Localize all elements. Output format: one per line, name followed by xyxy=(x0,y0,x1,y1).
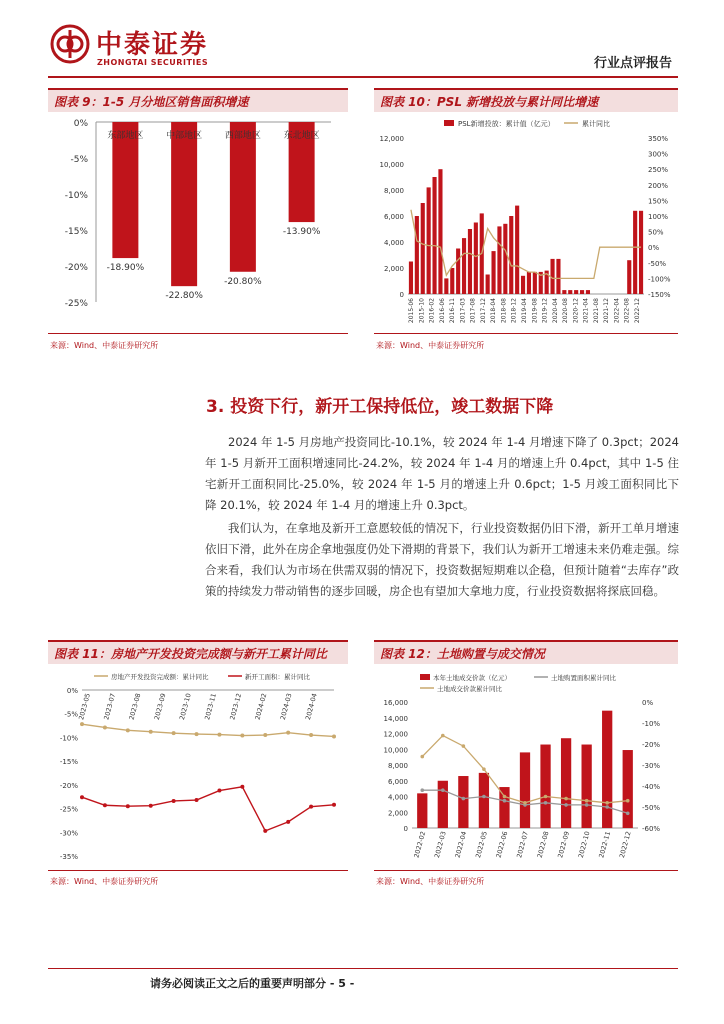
fig10-bar xyxy=(415,216,419,294)
fig9-ytick-label: -20% xyxy=(64,263,88,273)
fig12-bar xyxy=(520,752,530,828)
fig9-category-label: 西部地区 xyxy=(224,131,261,141)
fig11-xtick-label: 2023-07 xyxy=(102,692,118,721)
fig9-category-label: 东部地区 xyxy=(107,131,144,141)
fig11-series-point xyxy=(126,728,130,732)
fig10-ytick-right: 0% xyxy=(648,244,660,253)
fig12-bar xyxy=(623,750,633,828)
fig10-bar xyxy=(474,223,478,295)
fig10-ytick-left: 8,000 xyxy=(383,187,404,195)
fig10-line-series xyxy=(411,210,641,279)
fig10-xtick-label: 2019-04 xyxy=(521,298,528,324)
fig11-series-point xyxy=(172,799,176,803)
fig12-ytick-left: 16,000 xyxy=(383,699,408,707)
fig11-series-point xyxy=(240,734,244,738)
fig10-ytick-right: 300% xyxy=(648,150,669,159)
fig9-value-label: -18.90% xyxy=(106,263,145,274)
fig10-bar xyxy=(491,251,495,294)
fig11-xtick-label: 2023-09 xyxy=(152,692,168,721)
fig12-series-point xyxy=(462,744,466,748)
fig9-ytick-label: -10% xyxy=(64,191,88,201)
fig12-bar xyxy=(417,793,427,828)
fig12-legend-swatch-bar xyxy=(420,674,430,680)
fig10-xtick-label: 2021-04 xyxy=(582,298,590,324)
fig9-bar xyxy=(112,122,138,258)
fig12-ytick-right: -20% xyxy=(642,741,661,749)
fig10-bar xyxy=(627,260,631,294)
fig10-xtick-label: 2019-12 xyxy=(541,298,549,324)
fig10-bar xyxy=(497,226,501,294)
fig10-xtick-label: 2019-08 xyxy=(531,298,539,324)
fig10-xtick-label: 2015-06 xyxy=(408,298,416,324)
fig12-xtick-label: 2022-02 xyxy=(412,830,428,859)
fig10-bar xyxy=(462,238,466,294)
fig10-ytick-right: 150% xyxy=(648,197,669,206)
fig9-ytick-label: 0% xyxy=(73,119,88,129)
fig11-series-point xyxy=(103,803,107,807)
fig10-xtick-label: 2022-08 xyxy=(623,298,631,324)
fig12-bar xyxy=(540,745,550,828)
fig11-series-point xyxy=(80,722,84,726)
fig10-ytick-left: 4,000 xyxy=(383,239,404,247)
fig12-series-point xyxy=(626,799,630,803)
fig12-xtick-label: 2022-11 xyxy=(597,830,613,859)
fig12-series-point xyxy=(503,795,507,799)
fig10-source: 来源：Wind、中泰证券研究所 xyxy=(376,341,485,350)
fig11-series-point xyxy=(103,725,107,729)
fig12-bar xyxy=(499,787,509,828)
fig10-ytick-left: 2,000 xyxy=(383,265,404,273)
fig12-ytick-left: 0 xyxy=(403,825,408,833)
fig10-xtick-label: 2016-02 xyxy=(428,298,436,324)
fig12-ytick-right: 0% xyxy=(642,699,654,707)
footer-text: 请务必阅读正文之后的重要声明部分 xyxy=(150,977,326,990)
fig12-bottom-rule xyxy=(374,870,678,871)
fig9-category-label: 中部地区 xyxy=(166,131,203,141)
fig12-series-point xyxy=(482,767,486,771)
fig12-bar xyxy=(438,781,448,828)
fig10-ytick-left: 6,000 xyxy=(383,213,404,221)
fig10-xtick-label: 2018-12 xyxy=(510,298,518,324)
fig11-xtick-label: 2024-02 xyxy=(253,692,269,721)
fig12-series-point xyxy=(605,801,609,805)
fig10-ytick-left: 0 xyxy=(399,291,404,299)
fig12-xtick-label: 2022-08 xyxy=(535,830,551,859)
fig11-ytick-label: -15% xyxy=(59,758,78,767)
fig11-ytick-label: -25% xyxy=(59,805,78,814)
fig10-legend-line-label: 累计同比 xyxy=(582,120,610,128)
fig12-xtick-label: 2022-06 xyxy=(494,830,510,859)
fig10-bar xyxy=(444,278,448,294)
fig12-series-point xyxy=(544,795,548,799)
fig12-series-point xyxy=(482,795,486,799)
fig10-bar xyxy=(562,290,566,294)
fig11-chart xyxy=(48,664,348,866)
fig11-ytick-label: -5% xyxy=(64,710,78,719)
fig10-xtick-label: 2016-06 xyxy=(438,298,446,324)
fig11-ytick-label: -30% xyxy=(59,829,78,838)
fig10-xtick-label: 2017-12 xyxy=(479,298,487,324)
fig12-title: 图表 12：土地购置与成交情况 xyxy=(374,640,678,664)
fig10-xtick-label: 2018-08 xyxy=(500,298,508,324)
fig9-value-label: -22.80% xyxy=(165,291,203,302)
fig10-xtick-label: 2018-04 xyxy=(490,298,498,324)
fig9-ytick-label: -25% xyxy=(64,299,88,309)
fig11-ytick-label: -10% xyxy=(59,734,78,743)
fig9-title: 图表 9：1-5 月分地区销售面积增速 xyxy=(48,88,348,112)
fig12-ytick-left: 14,000 xyxy=(383,714,408,723)
fig10-xtick-label: 2022-04 xyxy=(613,298,621,324)
fig10-title: 图表 10：PSL 新增投放与累计同比增速 xyxy=(374,88,678,112)
logo-icon xyxy=(50,24,90,68)
fig11-series-point xyxy=(309,733,313,737)
fig11-bottom-rule xyxy=(48,870,348,871)
fig11-legend-label-1: 房地产开发投资完成额：累计同比 xyxy=(111,673,209,681)
fig11-series-point xyxy=(286,820,290,824)
fig9-ytick-label: -5% xyxy=(70,155,88,165)
fig12-ytick-left: 12,000 xyxy=(383,730,408,739)
fig9-bar xyxy=(230,122,256,272)
fig12-xtick-label: 2022-04 xyxy=(453,830,469,859)
fig12-ytick-left: 6,000 xyxy=(387,777,408,786)
paragraph-1: 2024 年 1-5 月房地产投资同比-10.1%，较 2024 年 1-4 月增速下降了 0.3pct；2024 年 1-5 月新开工面积增速同比-24.2%，较 2024 年 1-4 月的增速上升 0.4pct，其中 1-5 住宅新开工面积同比-25.0%，较 2024 年 1-5 月的增速上升 0.6pct；1-5 月竣工面积同比下降 20.1%，较 2024 年 1-4 月的增速上升 0.3pct。 xyxy=(205,435,679,512)
fig12-ytick-right: -60% xyxy=(642,825,661,833)
fig11-series-point xyxy=(195,798,199,802)
fig11-ytick-label: 0% xyxy=(66,687,78,695)
fig12-xtick-label: 2022-05 xyxy=(474,830,489,859)
fig9-category-label: 东北地区 xyxy=(283,131,320,141)
fig12-legend-label-3: 土地成交价款累计同比 xyxy=(437,685,502,693)
fig10-legend-bar-label: PSL新增投放：累计值（亿元） xyxy=(458,120,555,128)
fig10-bar xyxy=(509,216,513,294)
fig12-xtick-label: 2022-10 xyxy=(576,830,592,859)
fig12-series-point xyxy=(544,801,548,805)
fig12-xtick-label: 2022-09 xyxy=(556,830,572,859)
fig10-xtick-label: 2020-04 xyxy=(551,298,559,324)
fig12-series-point xyxy=(564,797,568,801)
fig12-series-point xyxy=(503,799,507,803)
fig12-series-point xyxy=(420,788,424,792)
header-divider xyxy=(48,76,678,78)
fig9-chart xyxy=(48,112,348,330)
fig10-bar xyxy=(421,203,425,294)
fig11-xtick-label: 2023-11 xyxy=(203,692,218,721)
fig10-bar xyxy=(503,224,507,294)
fig10-ytick-right: -50% xyxy=(648,259,667,268)
fig12-series-point xyxy=(605,805,609,809)
fig11-ytick-label: -20% xyxy=(59,781,78,790)
fig11-series-point xyxy=(332,734,336,738)
fig10-bottom-rule xyxy=(374,333,678,334)
fig12-bar xyxy=(561,738,571,828)
fig12-ytick-right: -40% xyxy=(642,783,661,791)
fig12-legend-label-2: 土地购置面积累计同比 xyxy=(551,674,616,682)
fig11-series-point xyxy=(309,805,313,809)
fig11-series-point xyxy=(263,829,267,833)
logo-en: ZHONGTAI SECURITIES xyxy=(97,58,209,67)
fig12-series-point xyxy=(441,734,445,738)
fig12-xtick-label: 2022-03 xyxy=(432,830,448,859)
fig12-xtick-label: 2022-12 xyxy=(617,830,633,859)
fig11-series-point xyxy=(126,804,130,808)
fig10-bar xyxy=(438,169,442,294)
fig10-bar xyxy=(556,259,560,294)
fig10-ytick-right: -100% xyxy=(648,275,671,284)
fig12-series-point xyxy=(585,803,589,807)
fig12-legend-label-1: 本年土地成交价款（亿元） xyxy=(433,674,511,682)
fig11-xtick-label: 2024-03 xyxy=(278,692,294,721)
fig9-bottom-rule xyxy=(48,333,348,334)
fig12-ytick-right: -10% xyxy=(642,720,661,728)
fig10-xtick-label: 2015-10 xyxy=(418,298,426,324)
fig11-xtick-label: 2023-12 xyxy=(228,692,244,721)
fig12-bar xyxy=(582,745,592,828)
fig11-series-point xyxy=(217,733,221,737)
fig10-chart xyxy=(374,112,678,330)
fig11-series-line xyxy=(82,787,334,831)
fig11-source: 来源：Wind、中泰证券研究所 xyxy=(50,877,159,886)
fig11-xtick-label: 2023-05 xyxy=(77,692,92,721)
fig10-bar xyxy=(468,229,472,294)
fig11-legend-label-2: 新开工面积：累计同比 xyxy=(245,673,310,681)
fig11-ytick-label: -35% xyxy=(59,853,78,861)
fig10-xtick-label: 2022-12 xyxy=(633,298,641,324)
fig11-series-point xyxy=(195,732,199,736)
fig12-ytick-left: 10,000 xyxy=(383,746,408,755)
fig11-xtick-label: 2023-08 xyxy=(127,692,143,721)
fig10-bar xyxy=(486,275,490,295)
fig12-ytick-right: -30% xyxy=(642,762,661,770)
fig10-bar xyxy=(409,262,413,295)
fig9-value-label: -20.80% xyxy=(224,276,262,287)
fig12-ytick-left: 4,000 xyxy=(387,793,408,802)
fig11-series-line xyxy=(82,724,334,736)
paragraph-2: 我们认为，在拿地及新开工意愿较低的情况下，行业投资数据仍旧下滑，新开工单月增速依旧下滑，此外在房企拿地强度仍处下滑期的背景下，我们认为新开工增速未来仍难走强。综合来看，我们认为市场在供需双弱的情况下，投资数据短期难以企稳，但预计随着“去库存”政策的持续发力带动销售的逐步回暖，房企也有望加大拿地力度，行业投资数据将探底回稳。 xyxy=(205,521,679,598)
footer-divider xyxy=(48,968,678,969)
fig10-bar xyxy=(633,211,637,294)
fig12-series-point xyxy=(441,788,445,792)
fig10-xtick-label: 2017-03 xyxy=(459,298,467,324)
fig12-ytick-right: -50% xyxy=(642,804,661,812)
fig10-legend-bar-swatch xyxy=(444,120,454,126)
fig12-ytick-left: 2,000 xyxy=(387,809,408,818)
fig10-ytick-right: -150% xyxy=(648,291,671,299)
report-type: 行业点评报告 xyxy=(594,56,673,71)
footer-disclaimer xyxy=(150,975,354,991)
fig12-ytick-left: 8,000 xyxy=(387,762,408,770)
fig11-series-point xyxy=(263,733,267,737)
fig12-series-point xyxy=(420,755,424,759)
fig12-series-point xyxy=(626,812,630,816)
fig9-source: 来源：Wind、中泰证券研究所 xyxy=(50,341,159,350)
page-number: - 5 - xyxy=(329,977,355,990)
fig12-series-point xyxy=(564,803,568,807)
logo-cn: 中泰证券 xyxy=(96,30,209,60)
fig12-series-point xyxy=(585,799,589,803)
fig10-ytick-right: 250% xyxy=(648,166,669,175)
fig10-xtick-label: 2020-12 xyxy=(572,298,580,324)
fig11-series-point xyxy=(149,804,153,808)
fig10-xtick-label: 2016-11 xyxy=(449,298,457,324)
fig12-bar xyxy=(458,776,468,828)
fig12-bar xyxy=(602,711,612,828)
fig10-ytick-right: 100% xyxy=(648,213,669,221)
fig11-series-point xyxy=(172,731,176,735)
fig10-ytick-left: 10,000 xyxy=(379,161,404,169)
section-title: 3. 投资下行，新开工保持低位，竣工数据下降 xyxy=(206,397,554,417)
fig10-bar xyxy=(574,290,578,294)
fig10-ytick-right: 350% xyxy=(648,135,669,143)
fig11-xtick-label: 2024-04 xyxy=(303,692,319,721)
fig10-bar xyxy=(427,187,431,294)
fig10-ytick-right: 50% xyxy=(648,228,664,237)
fig10-xtick-label: 2021-12 xyxy=(603,298,611,324)
fig12-source: 来源：Wind、中泰证券研究所 xyxy=(376,877,485,886)
fig11-series-point xyxy=(286,731,290,735)
fig10-xtick-label: 2020-08 xyxy=(562,298,570,324)
fig10-bar xyxy=(527,272,531,294)
fig10-bar xyxy=(456,249,460,295)
fig10-bar xyxy=(515,206,519,294)
fig11-series-point xyxy=(240,785,244,789)
fig12-series-point xyxy=(523,801,527,805)
fig9-value-label: -13.90% xyxy=(282,227,321,238)
fig12-series-point xyxy=(462,797,466,801)
fig9-ytick-label: -15% xyxy=(64,227,88,237)
fig11-series-point xyxy=(332,803,336,807)
fig11-xtick-label: 2023-10 xyxy=(177,692,193,721)
fig11-series-point xyxy=(217,789,221,793)
fig12-xtick-label: 2022-07 xyxy=(515,830,530,859)
fig10-bar xyxy=(586,290,590,294)
fig9-bar xyxy=(171,122,197,286)
fig10-ytick-left: 12,000 xyxy=(379,135,404,143)
fig10-bar xyxy=(432,177,436,294)
fig12-bar xyxy=(479,773,489,828)
fig10-xtick-label: 2021-08 xyxy=(592,298,600,324)
fig10-bar xyxy=(639,211,643,294)
fig10-xtick-label: 2017-08 xyxy=(469,298,477,324)
fig10-bar xyxy=(533,272,537,294)
fig11-title: 图表 11：房地产开发投资完成额与新开工累计同比 xyxy=(48,640,348,664)
fig10-ytick-right: 200% xyxy=(648,181,669,190)
fig11-series-point xyxy=(80,795,84,799)
fig10-bar xyxy=(521,276,525,294)
fig11-series-point xyxy=(149,730,153,734)
fig12-chart xyxy=(374,664,678,866)
fig10-bar xyxy=(568,290,572,294)
fig10-bar xyxy=(450,268,454,294)
fig10-bar xyxy=(580,290,584,294)
